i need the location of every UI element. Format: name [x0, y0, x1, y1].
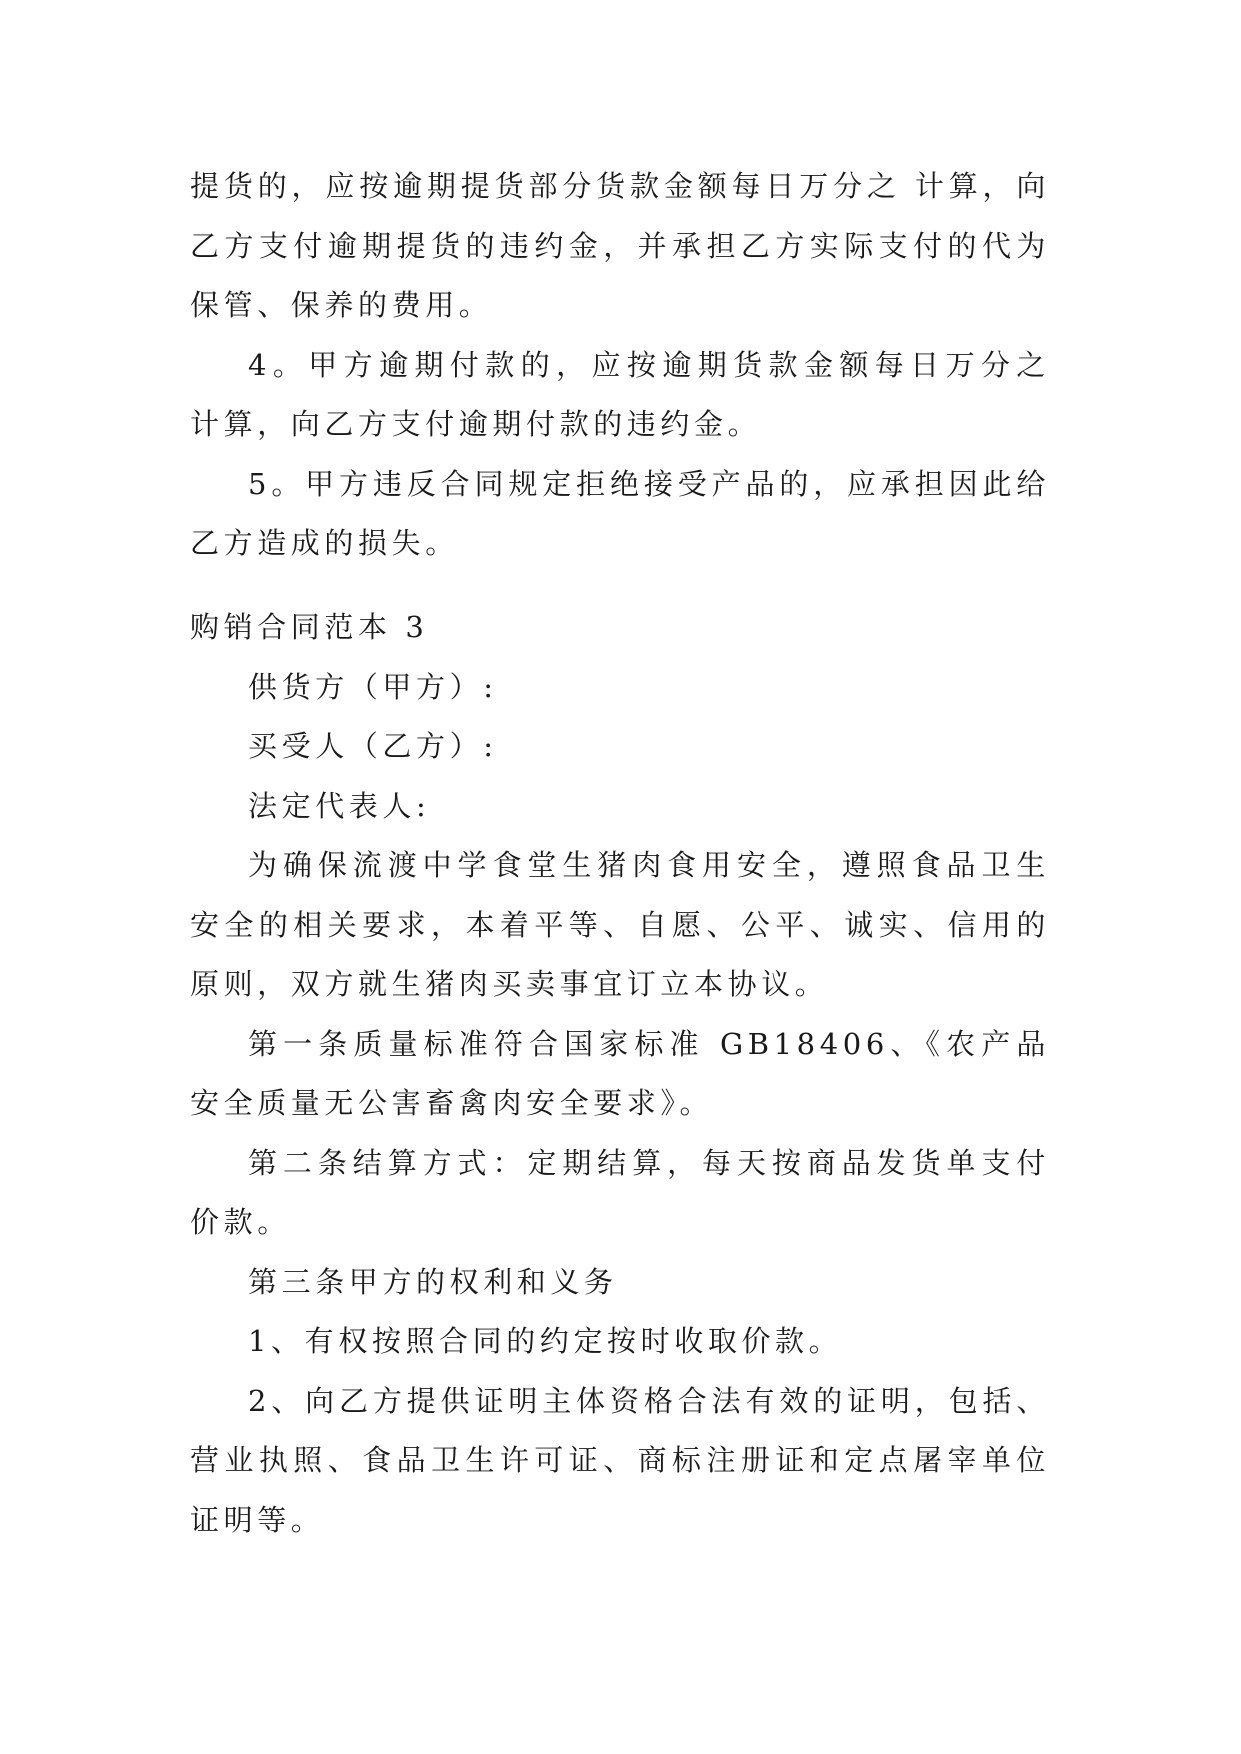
- legal-representative-line: 法定代表人:: [248, 788, 431, 823]
- contract-section-3: [190, 598, 1050, 1550]
- continued-clauses: [190, 157, 1050, 574]
- paragraph-refusal: 5。甲方违反合同规定拒绝接受产品的，应承担因此给乙方造成的损失。: [190, 466, 1050, 560]
- buyer-line: 买受人（乙方）:: [248, 729, 498, 763]
- article-3-item-2: 2、向乙方提供证明主体资格合法有效的证明，包括、营业执照、食品卫生许可证、商标注册证和定点屠宰单位证明等。: [190, 1383, 1050, 1537]
- supplier-line: 供货方（甲方）:: [248, 669, 498, 704]
- article-2-settlement: 第二条结算方式：定期结算，每天按商品发货单支付价款。: [190, 1145, 1050, 1239]
- article-3-heading: 第三条甲方的权利和义务: [248, 1264, 618, 1299]
- paragraph-late-pickup: 提货的，应按逾期提货部分货款金额每日万分之 计算，向乙方支付逾期提货的违约金，并承担乙方实际支付的代为保管、保养的费用。: [190, 169, 1050, 322]
- article-3-item-1: 1、有权按照合同的约定按时收取价款。: [248, 1324, 843, 1358]
- paragraph-late-payment: 4。甲方逾期付款的，应按逾期货款金额每日万分之 计算，向乙方支付逾期付款的违约金。: [190, 347, 1050, 441]
- section-title: 购销合同范本 3: [190, 610, 429, 644]
- paragraph-purpose: 为确保流渡中学食堂生猪肉食用安全，遵照食品卫生安全的相关要求，本着平等、自愿、公平、诚实、信用的原则，双方就生猪肉买卖事宜订立本协议。: [190, 848, 1050, 1001]
- article-1-quality: 第一条质量标准符合国家标准 GB18406、《农产品安全质量无公害畜禽肉安全要求》。: [190, 1026, 1050, 1120]
